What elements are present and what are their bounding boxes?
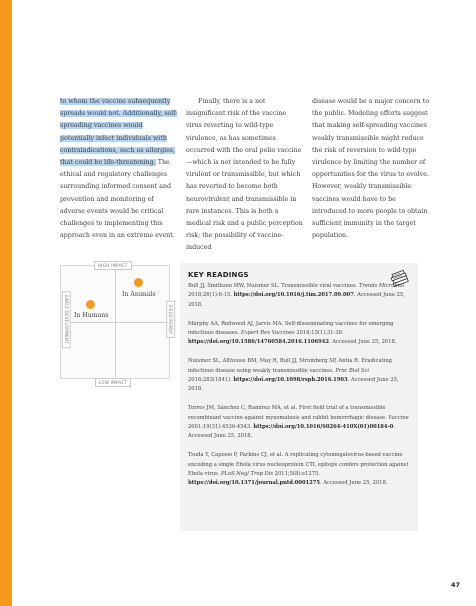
- reference-journal: Expert Rev Vaccines: [240, 330, 295, 337]
- selected-text[interactable]: to whom the vaccine subsequently spreads would not. Additionally, self-spreading vaccines would potentially infect individuals with contraindications, such as allergies, that could be life-threatening.: [60, 98, 178, 167]
- reference-item: [188, 357, 413, 395]
- humans-marker: [86, 300, 95, 309]
- column-3-text: disease would be a major concern to the public. Modeling efforts suggest that making self-spreading vaccines weakly transmissible might reduce the risk of reversion to wild-type virulence by limiting the number of opportunities for the virus to evolve. However, weakly transmissible vaccines would have to be introduced to more people to obtain sufficient immunity in the target population.: [312, 98, 430, 240]
- reference-authors-title: Tsuda Y, Caposio P, Parkins CJ, et al. A replicating cytomegalovirus-based vaccine encoding a single Ebola virus nucleoprotein CTL epitope confers protection against Ebola virus.: [188, 452, 409, 478]
- reference-authors-title: Murphy AA, Redwood AJ, Jarvis MA. Self-disseminating vaccines for emerging infectious diseases.: [188, 320, 394, 337]
- reference-accessed: . Accessed June 25, 2018.: [320, 480, 388, 487]
- reference-volume: 2016;283(1841).: [188, 377, 234, 384]
- reference-journal: Vaccine: [388, 414, 409, 421]
- animals-marker: [134, 278, 143, 287]
- text-column-1: [60, 96, 178, 242]
- reference-accessed: . Accessed June 25, 2018.: [188, 292, 405, 308]
- reference-journal: Trends Microbiol: [358, 283, 405, 289]
- horizontal-axis: [62, 322, 168, 323]
- reference-doi-link[interactable]: https://doi.org/10.1098/rspb.2016.1903: [233, 377, 348, 384]
- reference-volume: 2016;15(1):31-39.: [294, 330, 344, 337]
- reference-accessed: . Accessed June 25, 2018.: [188, 424, 395, 440]
- impact-quadrant-diagram: [60, 263, 174, 385]
- humans-label: In Humans: [74, 312, 109, 319]
- reference-doi-link[interactable]: https://doi.org/10.1586/14760584.2016.1106942: [188, 339, 329, 346]
- field-ready-label: FIELD-READY: [166, 301, 175, 338]
- page-number: 47: [451, 581, 461, 589]
- text-column-3: [312, 96, 430, 242]
- text-column-2: [186, 96, 304, 255]
- reference-item: [188, 404, 413, 442]
- column-2-text: Finally, there is a not insignificant risk of the vaccine virus reverting to wild-type virulence, as has sometimes occurred with the oral polio vaccine—which is not intended to be fully virulent or transmissible, but which has reverted to become both neurovirulent and transmissible in rare instances. This is both a medical risk and a public perception risk; the possibility of vaccine-induced: [186, 98, 303, 252]
- reference-volume: 2001;19(31):4536-4543.: [188, 424, 254, 431]
- reference-item: [188, 282, 413, 310]
- reference-authors-title: Bull JJ, Smithson MW, Nuismer SL. Transmissible viral vaccines.: [188, 283, 359, 289]
- key-readings-title: KEY READINGS: [188, 271, 249, 279]
- reference-item: [188, 320, 413, 348]
- early-development-label: EARLY DEVELOPMENT: [62, 291, 71, 348]
- reference-doi-link[interactable]: https://doi.org/10.1016/S0264-410X(01)00184-0: [253, 424, 394, 431]
- reference-journal: PLoS Negl Trop Dis: [221, 471, 274, 478]
- reference-doi-link[interactable]: https://doi.org/10.1371/journal.pntd.0001275: [188, 480, 320, 487]
- column-1-text: The ethical and regulatory challenges surrounding informed consent and prevention and monitoring of adverse events would be critical challenges to implementing this approach even in an extreme event.: [60, 159, 175, 240]
- key-readings-box: [180, 263, 418, 531]
- reference-accessed: . Accessed June 25, 2018.: [188, 377, 399, 393]
- reference-volume: 2011;5(8):e1275.: [273, 471, 320, 478]
- low-impact-label: LOW IMPACT: [95, 378, 131, 387]
- reference-list: [188, 282, 413, 489]
- animals-label: In Animals: [122, 291, 156, 298]
- reference-authors-title: Torres JM, Sánchez C, Ramírez MA, et al. First field trial of a transmissible recombinant vaccine against myxomatosis and rabbit hemorrhagic disease.: [188, 405, 389, 421]
- reference-item: [188, 451, 413, 489]
- reference-volume: 2018;26(1):6-15.: [188, 292, 234, 299]
- high-impact-label: HIGH IMPACT: [94, 261, 132, 270]
- reference-journal: Proc Biol Sci: [335, 367, 370, 374]
- reference-authors-title: Nuismer SL, Althouse BM, May R, Bull JJ, Stromberg SP, Antia R. Eradicating infectious disease using weakly transmissible vaccines.: [188, 358, 392, 374]
- reference-accessed: . Accessed June 25, 2018.: [328, 339, 397, 346]
- reference-doi-link[interactable]: https://doi.org/10.1016/j.tim.2017.09.007: [233, 292, 354, 299]
- orange-margin-bar: [0, 0, 12, 606]
